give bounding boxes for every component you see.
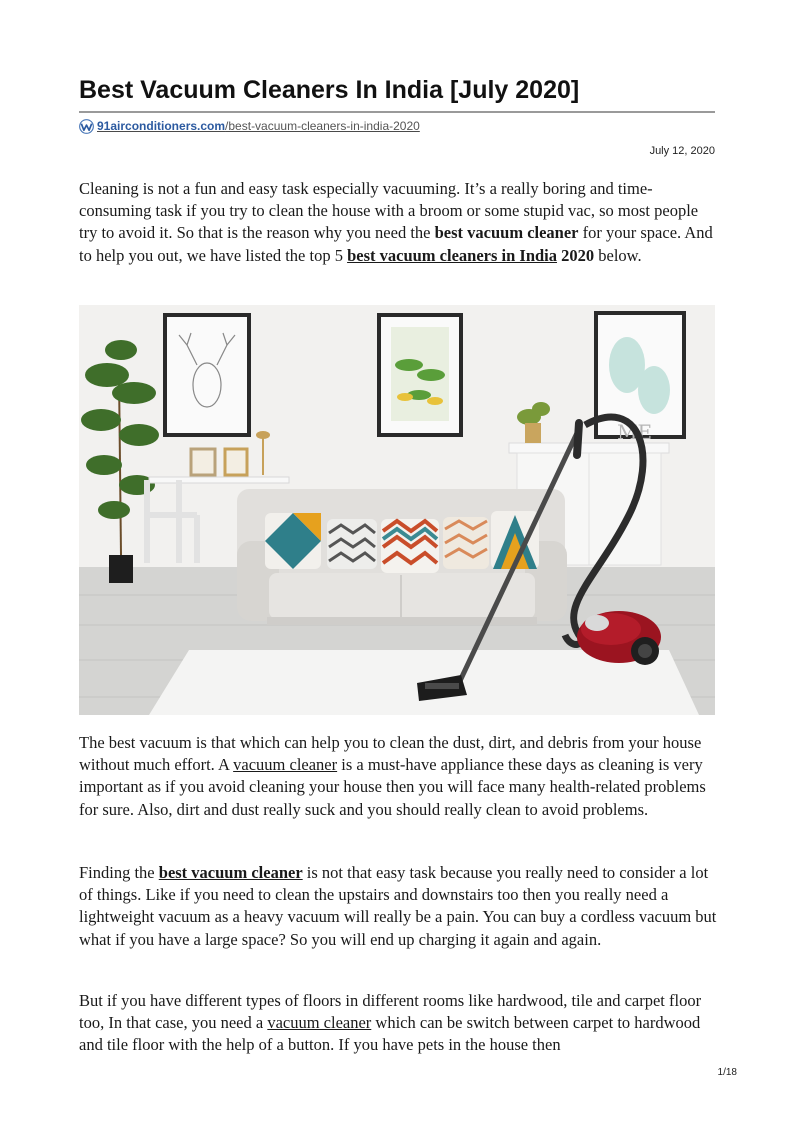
source-url-link[interactable] [97, 119, 420, 133]
title-divider [79, 111, 715, 113]
vacuum-cleaner-link[interactable]: vacuum cleaner [233, 755, 338, 775]
body-paragraph-3: Finding the best vacuum cleaner is not that easy task because you really need to consider a lot of things. Like if you need to clean the upstairs and downstairs too then you really need a lightweight vacuum as a heavy vacuum will really be a pain. You can buy a cordless vacuum but what if you have a large space? So you will end up charging it again and again. [79, 863, 717, 949]
best-vacuum-cleaner-link[interactable]: best vacuum cleaner [158, 863, 303, 882]
page-number: 1/18 [717, 1067, 737, 1078]
vacuum-cleaner-link-2[interactable]: vacuum cleaner [267, 1013, 372, 1033]
hero-image [79, 305, 715, 715]
page-title: Best Vacuum Cleaners In India [July 2020] [79, 76, 580, 104]
source-line [79, 118, 420, 134]
site-logo-icon [79, 119, 94, 134]
source-path: /best-vacuum-cleaners-in-india-2020 [225, 119, 420, 133]
body-paragraph-2: The best vacuum is that which can help you to clean the dust, dirt, and debris from your house without much effort. A vacuum cleaner is a must-have appliance these days as cleaning is very important as if you avoid cleaning your house then you will face many health-related problems for sure. Also, dirt and dust really suck and you should really clean to avoid problems. [79, 733, 706, 819]
bold-keyword: best vacuum cleaner [434, 223, 579, 243]
publish-date: July 12, 2020 [649, 145, 715, 157]
intro-paragraph: Cleaning is not a fun and easy task especially vacuuming. It’s a really boring and time-consuming task if you try to clean the house with a broom or some stupid vac, so most people try to avoid it. So that is the reason why you need the best vacuum cleaner for your space. And to help you out, we have listed the top 5 best vacuum cleaners in India 2020 below. [79, 179, 713, 265]
source-domain: 91airconditioners.com [97, 119, 226, 133]
body-paragraph-4: But if you have different types of floors in different rooms like hardwood, tile and carpet floor too, In that case, you need a vacuum cleaner which can be switch between carpet to hardwood and tile floor with the help of a button. If you have pets in the house then [79, 991, 702, 1055]
svg-text:ME: ME [617, 420, 653, 444]
best-vacuum-cleaners-india-link[interactable]: best vacuum cleaners in India [347, 245, 558, 265]
